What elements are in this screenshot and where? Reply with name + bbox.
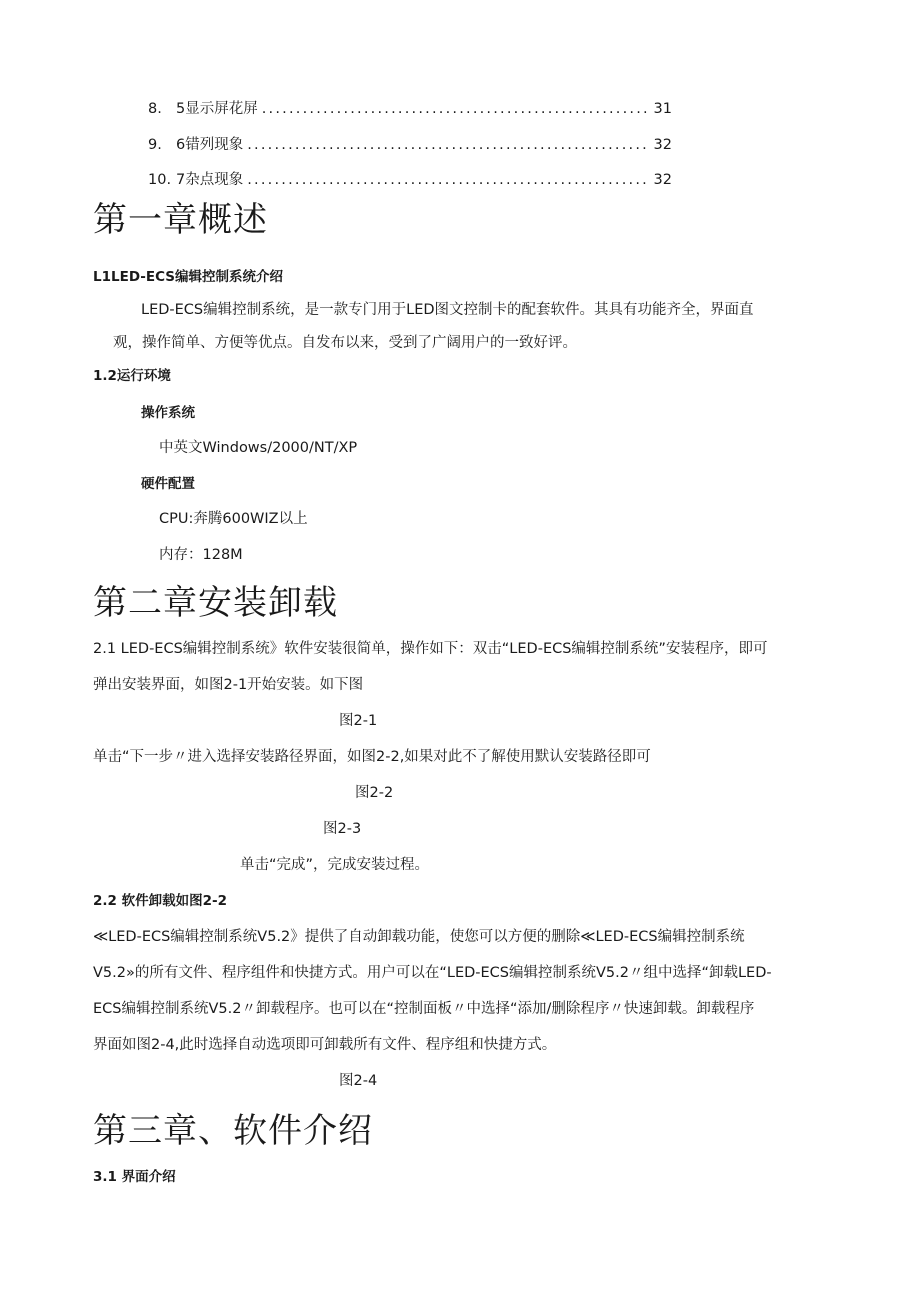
toc-entry-1[interactable] (148, 99, 672, 119)
figure-caption-2-2: 图2-2 (355, 785, 394, 801)
toc-page: 32 (653, 137, 672, 153)
toc-entry-2[interactable] (148, 135, 672, 155)
os-value: 中英文Windows/2000/NT/XP (159, 440, 358, 456)
figure-caption-2-3: 图2-3 (323, 821, 362, 837)
hardware-label: 硬件配置 (141, 476, 195, 492)
cpu-requirement: CPU:奔腾600WIZ以上 (159, 511, 308, 527)
chapter-3-title: 第三章、软件介绍 (93, 1111, 373, 1151)
section-2-1-line-2: 弹出安装界面，如图2-1开始安装。如下图 (93, 677, 364, 693)
toc-page: 31 (653, 101, 672, 117)
toc-leader (262, 99, 650, 119)
install-finish-text: 单击“完成”，完成安装过程。 (240, 857, 430, 873)
section-2-2-heading: 2.2 软件卸载如图2-2 (93, 893, 228, 909)
toc-number: 9. (148, 137, 162, 153)
memory-requirement: 内存：128M (159, 547, 243, 563)
figure-caption-2-4: 图2-4 (339, 1073, 378, 1089)
toc-page: 32 (653, 172, 672, 188)
toc-title: 5显示屏花屏 (176, 101, 258, 117)
os-label: 操作系统 (141, 405, 195, 421)
section-2-2-line-1: ≪LED-ECS编辑控制系统V5.2》提供了自动卸载功能，使您可以方便的删除≪LED-ECS编辑控制系统 (93, 929, 745, 945)
chapter-2-title: 第二章安装卸载 (93, 583, 338, 623)
toc-number: 10. (148, 172, 172, 188)
toc-title: 6错列现象 (176, 137, 244, 153)
section-1-1-paragraph-line-1: LED-ECS编辑控制系统，是一款专门用于LED图文控制卡的配套软件。其具有功能齐全，界面直 (141, 302, 754, 318)
section-1-2-heading: 1.2运行环境 (93, 368, 171, 384)
section-1-1-paragraph-line-2: 观，操作简单、方便等优点。自发布以来，受到了广阔用户的一致好评。 (113, 335, 577, 351)
section-1-1-heading: L1LED-ECS编辑控制系统介绍 (93, 269, 283, 285)
toc-entry-3[interactable] (148, 170, 672, 190)
toc-number: 8. (148, 101, 162, 117)
section-2-2-line-3: ECS编辑控制系统V5.2〃卸载程序。也可以在“控制面板〃中选择“添加/删除程序〃快速卸载。卸载程序 (93, 1001, 755, 1017)
install-step-text: 单击“下一步〃进入选择安装路径界面，如图2-2,如果对此不了解使用默认安装路径即可 (93, 749, 651, 765)
toc-title: 7杂点现象 (176, 172, 244, 188)
toc-leader (247, 170, 649, 190)
section-3-1-heading: 3.1 界面介绍 (93, 1169, 176, 1185)
section-2-2-line-4: 界面如图2-4,此时选择自动选项即可卸载所有文件、程序组和快捷方式。 (93, 1037, 557, 1053)
section-2-2-line-2: V5.2»的所有文件、程序组件和快捷方式。用户可以在“LED-ECS编辑控制系统V5.2〃组中选择“卸载LED- (93, 965, 772, 981)
toc-leader (247, 135, 649, 155)
figure-caption-2-1: 图2-1 (339, 713, 378, 729)
section-2-1-line-1: 2.1 LED-ECS编辑控制系统》软件安装很简单，操作如下：双击“LED-ECS编辑控制系统”安装程序，即可 (93, 641, 768, 657)
chapter-1-title: 第一章概述 (93, 200, 268, 240)
